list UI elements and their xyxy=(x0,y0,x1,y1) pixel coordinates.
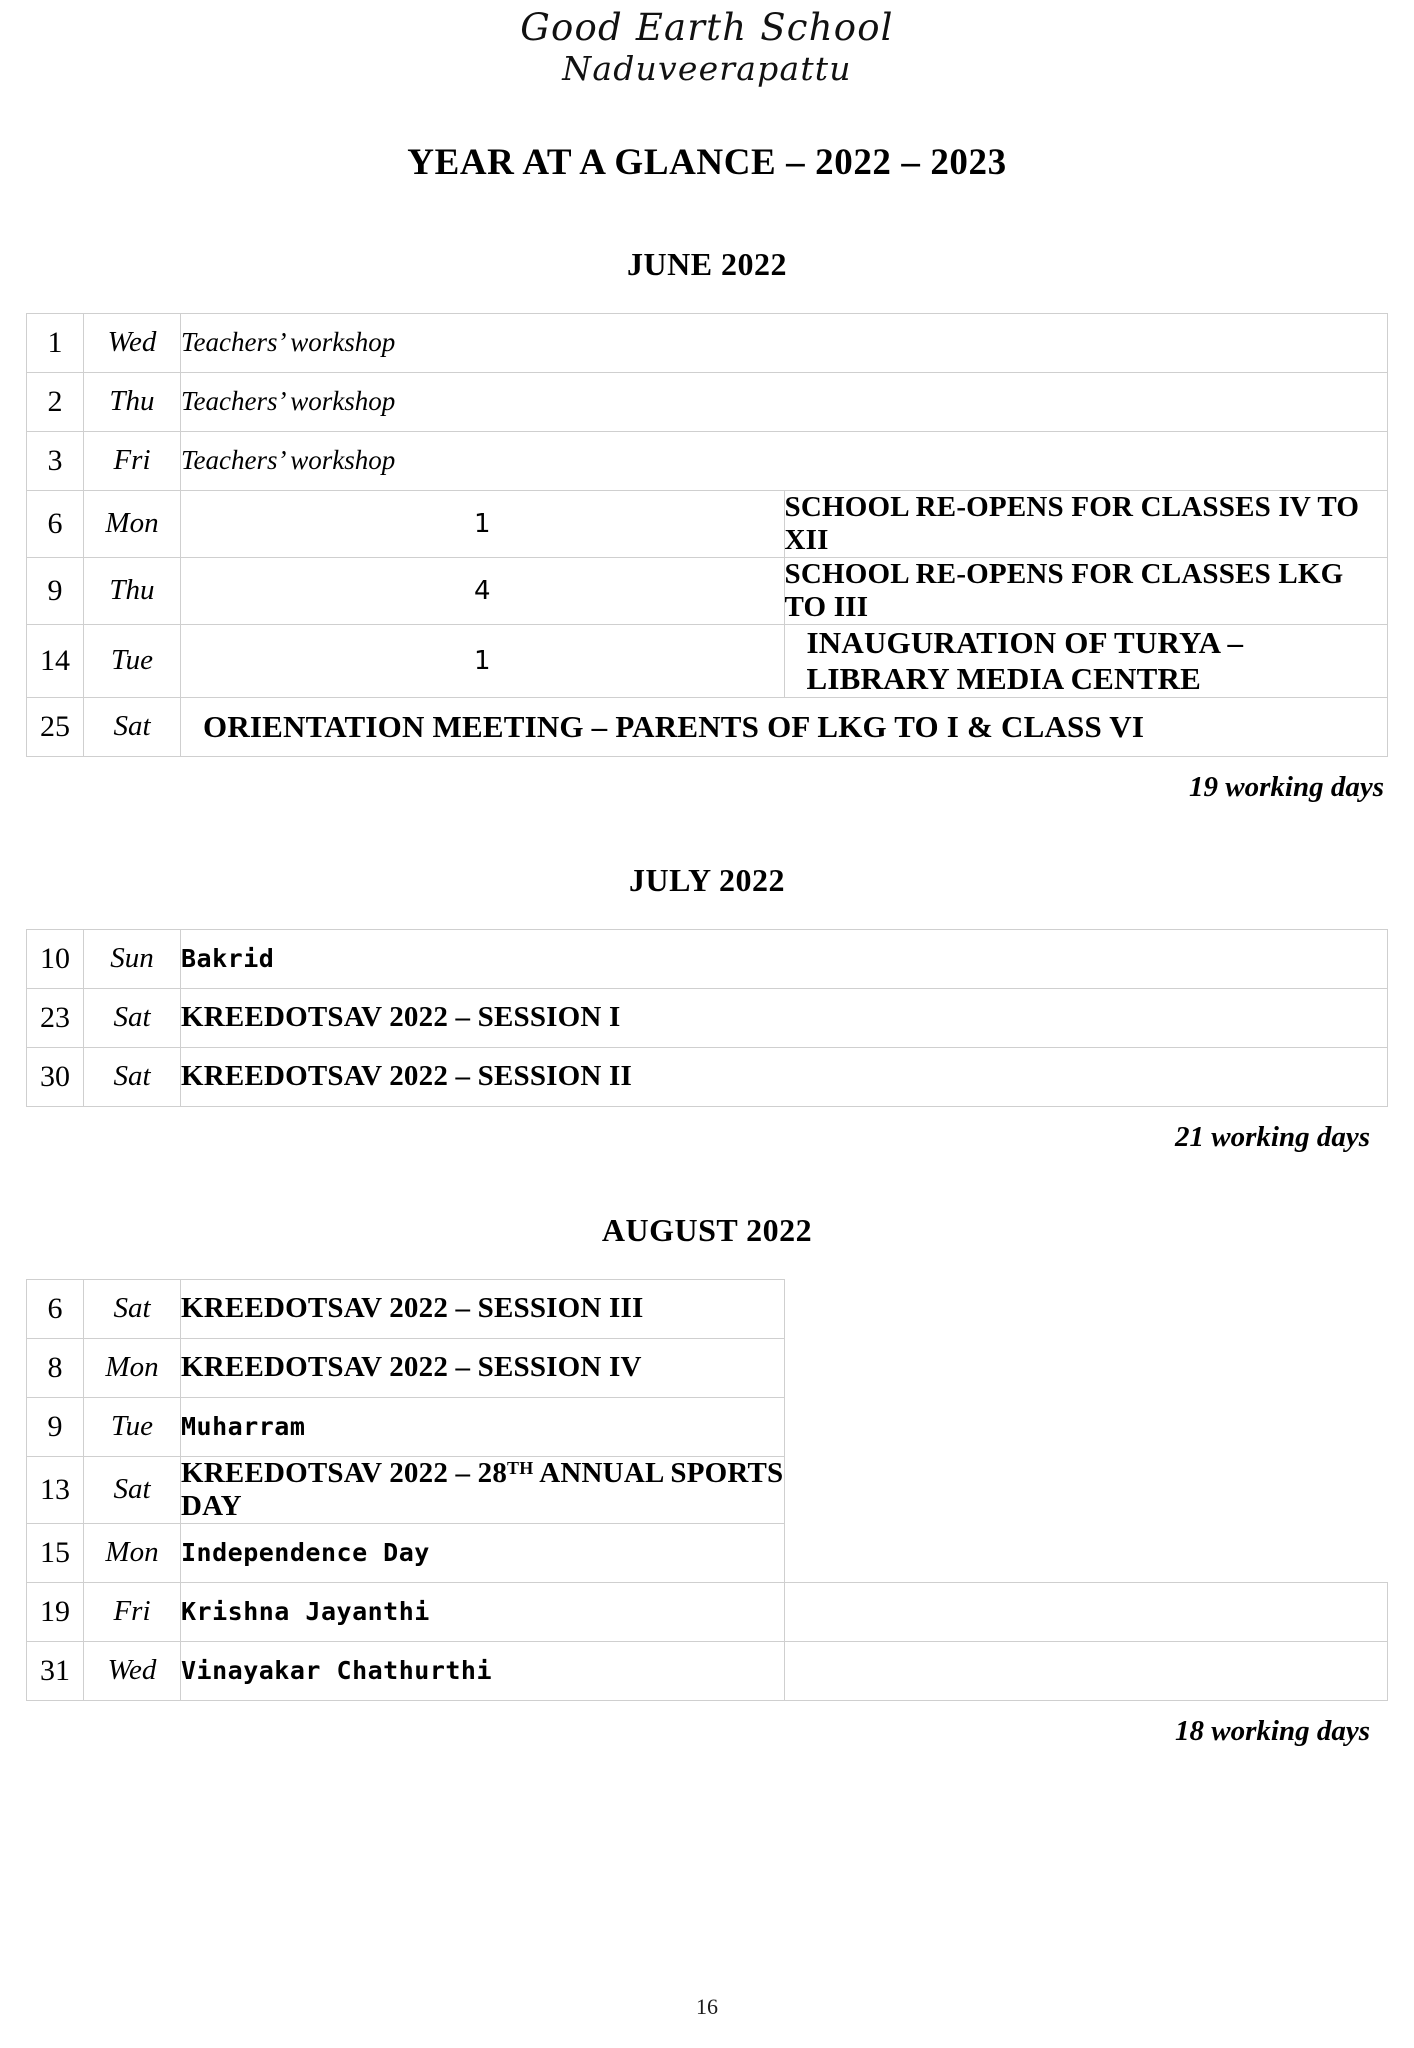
row-event xyxy=(181,1047,1388,1106)
table-row xyxy=(27,1047,1388,1106)
row-event xyxy=(181,1456,785,1523)
row-weekday: Wed xyxy=(84,1641,181,1700)
row-event xyxy=(181,1397,785,1456)
row-date: 10 xyxy=(27,929,84,988)
month-heading-july: JULY 2022 xyxy=(629,861,785,898)
row-date: 6 xyxy=(27,490,84,557)
event-text-holiday: Vinayakar Chathurthi xyxy=(181,1656,493,1686)
row-date: 30 xyxy=(27,1047,84,1106)
row-weekday: Thu xyxy=(84,557,181,624)
calendar-body-june xyxy=(27,313,1388,756)
event-text-holiday: Independence Day xyxy=(181,1538,430,1568)
event-text-plain: Teachers’ workshop xyxy=(181,327,396,358)
row-event xyxy=(181,929,1388,988)
row-weekday: Mon xyxy=(84,1523,181,1582)
event-text-caps: INAUGURATION OF TURYA – LIBRARY MEDIA CENTRE xyxy=(806,624,1244,696)
row-marker-number: 4 xyxy=(181,557,785,624)
event-text-caps: KREEDOTSAV 2022 – 28TH ANNUAL SPORTS DAY xyxy=(181,1456,784,1522)
row-weekday: Sat xyxy=(84,1047,181,1106)
event-text-caps: KREEDOTSAV 2022 – SESSION IV xyxy=(181,1351,642,1384)
table-row xyxy=(27,988,1388,1047)
row-date: 23 xyxy=(27,988,84,1047)
row-weekday: Fri xyxy=(84,1582,181,1641)
row-weekday: Wed xyxy=(84,313,181,372)
row-weekday: Mon xyxy=(84,490,181,557)
table-row xyxy=(27,1279,1388,1338)
row-marker-number: 1 xyxy=(181,624,785,697)
working-days-august: 18 working days xyxy=(1175,1714,1370,1747)
calendar-table-june xyxy=(26,313,1388,757)
page-title: YEAR AT A GLANCE – 2022 – 2023 xyxy=(407,141,1007,183)
row-date: 13 xyxy=(27,1456,84,1523)
table-row xyxy=(27,624,1388,697)
row-event xyxy=(181,1582,785,1641)
row-marker-number: 1 xyxy=(181,490,785,557)
row-weekday: Sat xyxy=(84,988,181,1047)
table-row xyxy=(27,313,1388,372)
row-date: 6 xyxy=(27,1279,84,1338)
row-weekday: Thu xyxy=(84,372,181,431)
row-event xyxy=(181,988,1388,1047)
row-extra-cell xyxy=(784,1582,1388,1641)
row-date: 14 xyxy=(27,624,84,697)
event-text-holiday: Muharram xyxy=(181,1412,306,1442)
event-text-holiday: Krishna Jayanthi xyxy=(181,1597,430,1627)
table-row xyxy=(27,929,1388,988)
row-date: 31 xyxy=(27,1641,84,1700)
row-event xyxy=(181,697,1388,756)
row-date: 9 xyxy=(27,1397,84,1456)
row-event xyxy=(784,557,1388,624)
row-weekday: Mon xyxy=(84,1338,181,1397)
table-row xyxy=(27,1338,1388,1397)
school-name: Good Earth School xyxy=(520,6,894,49)
row-event xyxy=(181,1641,785,1700)
page-number: 16 xyxy=(696,1994,718,2019)
event-text-caps: SCHOOL RE-OPENS FOR CLASSES IV TO XII xyxy=(784,490,1360,556)
event-text-caps: KREEDOTSAV 2022 – SESSION III xyxy=(181,1292,644,1325)
event-text-holiday: Bakrid xyxy=(181,944,275,974)
row-weekday: Sat xyxy=(84,1279,181,1338)
row-date: 3 xyxy=(27,431,84,490)
table-row xyxy=(27,557,1388,624)
row-weekday: Tue xyxy=(84,1397,181,1456)
row-date: 19 xyxy=(27,1582,84,1641)
school-header xyxy=(26,0,1388,89)
row-date: 8 xyxy=(27,1338,84,1397)
table-row xyxy=(27,1582,1388,1641)
table-row xyxy=(27,697,1388,756)
calendar-table-july xyxy=(26,929,1388,1107)
row-event xyxy=(181,1279,785,1338)
table-row xyxy=(27,1397,1388,1456)
school-location: Naduveerapattu xyxy=(562,48,852,88)
event-text-caps: KREEDOTSAV 2022 – SESSION II xyxy=(181,1060,632,1093)
calendar-table-august xyxy=(26,1279,1388,1701)
table-row xyxy=(27,1523,1388,1582)
row-weekday: Tue xyxy=(84,624,181,697)
ordinal-suffix: TH xyxy=(507,1457,534,1478)
row-date: 2 xyxy=(27,372,84,431)
row-event xyxy=(784,624,1388,697)
table-row xyxy=(27,431,1388,490)
calendar-body-july xyxy=(27,929,1388,1106)
working-days-july: 21 working days xyxy=(1175,1120,1370,1153)
event-text-caps: SCHOOL RE-OPENS FOR CLASSES LKG TO III xyxy=(784,557,1344,623)
table-row xyxy=(27,372,1388,431)
row-weekday: Sun xyxy=(84,929,181,988)
calendar-body-august xyxy=(27,1279,1388,1700)
row-event xyxy=(181,1523,785,1582)
row-date: 25 xyxy=(27,697,84,756)
working-days-june: 19 working days xyxy=(1189,770,1384,803)
table-row xyxy=(27,1456,1388,1523)
table-row xyxy=(27,490,1388,557)
month-heading-august: AUGUST 2022 xyxy=(601,1211,813,1248)
row-event xyxy=(181,372,1388,431)
table-row xyxy=(27,1641,1388,1700)
row-date: 15 xyxy=(27,1523,84,1582)
row-event xyxy=(181,313,1388,372)
row-date: 1 xyxy=(27,313,84,372)
row-extra-cell xyxy=(784,1641,1388,1700)
row-event xyxy=(181,1338,785,1397)
month-heading-june: JUNE 2022 xyxy=(626,245,788,282)
row-weekday: Sat xyxy=(84,1456,181,1523)
row-weekday: Fri xyxy=(84,431,181,490)
event-text-plain: Teachers’ workshop xyxy=(181,445,396,476)
event-text-caps: ORIENTATION MEETING – PARENTS OF LKG TO I & CLASS VI xyxy=(203,708,1145,744)
row-weekday: Sat xyxy=(84,697,181,756)
event-text-caps: KREEDOTSAV 2022 – SESSION I xyxy=(181,1001,621,1034)
event-text-plain: Teachers’ workshop xyxy=(181,386,396,417)
row-event xyxy=(784,490,1388,557)
row-event xyxy=(181,431,1388,490)
row-date: 9 xyxy=(27,557,84,624)
